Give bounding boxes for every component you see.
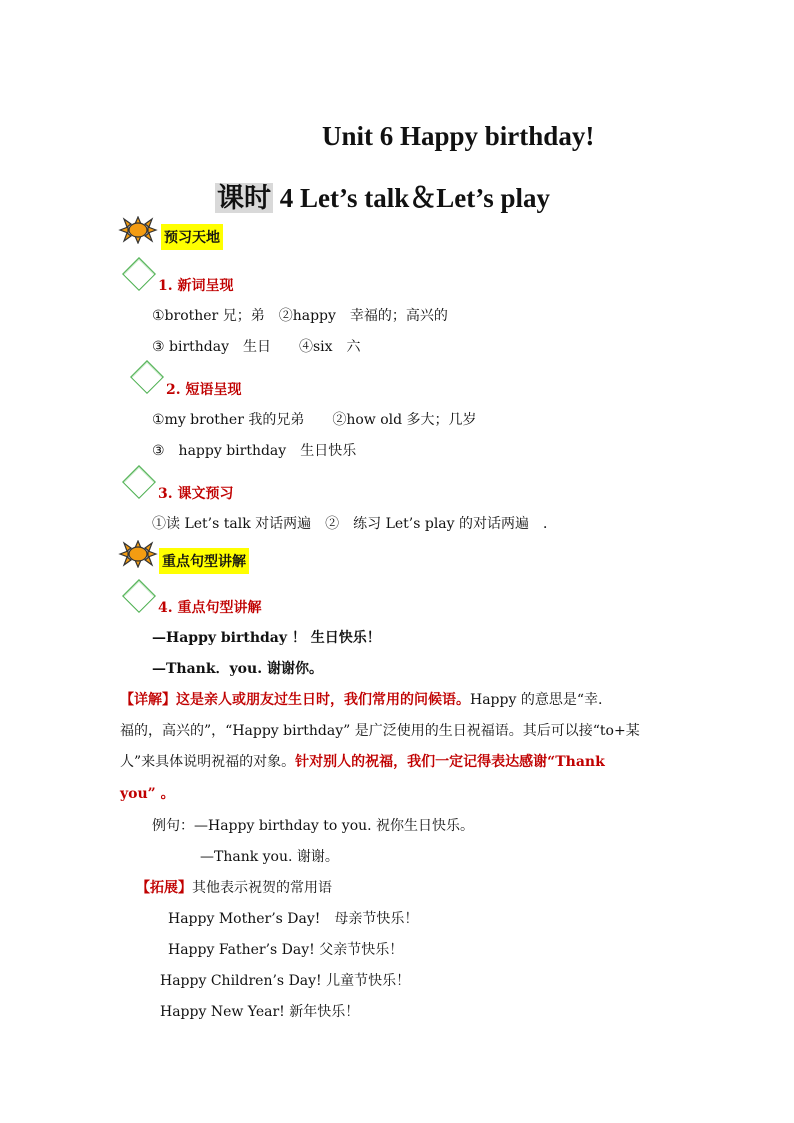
dialog-line-2: —Thank．you. 谢谢你。 <box>152 661 323 677</box>
section-1-title: 1. 新词呈现 <box>158 278 234 294</box>
sun-icon <box>118 216 158 248</box>
section-2-line-1: ①my brother 我的兄弟 ②how old 多大；几岁 <box>152 412 477 428</box>
explain-tag: 【详解】 <box>120 692 176 708</box>
diamond-icon <box>122 257 156 291</box>
diamond-icon <box>122 465 156 499</box>
explain-red-text: 针对别人的祝福，我们一定记得表达感谢“Thank <box>295 754 605 770</box>
explain-red-text: 这是亲人或朋友过生日时，我们常用的问候语。 <box>176 692 470 708</box>
section-3-title: 3. 课文预习 <box>158 486 234 502</box>
explain-text: 人”来具体说明祝福的对象。 <box>120 754 296 770</box>
key-sentences-banner: 重点句型讲解 <box>159 548 249 574</box>
explain-text: Happy 的意思是“幸. <box>470 692 603 708</box>
explain-line-1 <box>120 689 680 709</box>
extend-item: Happy Mother’s Day! 母亲节快乐！ <box>168 911 419 927</box>
extend-tag: 【拓展】 <box>136 880 192 896</box>
preview-banner: 预习天地 <box>161 224 223 250</box>
explain-line-4: you” 。 <box>120 786 175 802</box>
section-2-line-2: ③ happy birthday 生日快乐 <box>152 443 357 459</box>
extend-item: Happy Children’s Day! 儿童节快乐！ <box>160 973 411 989</box>
example-line-2: —Thank you. 谢谢。 <box>200 849 339 865</box>
extend-heading <box>136 877 332 897</box>
page-title: Unit 6 Happy birthday! <box>322 121 595 151</box>
lesson-name: 4 Let’s talk＆Let’s play <box>273 183 550 213</box>
dialog-line-1: —Happy birthday ！ 生日快乐！ <box>152 630 381 646</box>
sun-icon <box>118 540 158 572</box>
section-2-title: 2. 短语呈现 <box>166 382 242 398</box>
diamond-icon <box>122 579 156 613</box>
explain-line-3 <box>120 751 680 771</box>
section-1-line-2: ③ birthday 生日 ④six 六 <box>152 339 361 355</box>
lesson-label: 课时 <box>217 183 271 213</box>
example-line-1: 例句：—Happy birthday to you. 祝你生日快乐。 <box>152 818 475 834</box>
lesson-title <box>215 176 550 215</box>
diamond-icon <box>130 360 164 394</box>
extend-title: 其他表示祝贺的常用语 <box>192 880 332 896</box>
section-1-line-1: ①brother 兄；弟 ②happy 幸福的；高兴的 <box>152 308 448 324</box>
explain-line-2: 福的，高兴的”，“Happy birthday” 是广泛使用的生日祝福语。其后可以接“to+某 <box>120 723 640 739</box>
section-3-line-1: ①读 Let’s talk 对话两遍 ② 练习 Let’s play 的对话两遍 ． <box>152 516 558 532</box>
extend-item: Happy New Year! 新年快乐！ <box>160 1004 360 1020</box>
section-4-title: 4. 重点句型讲解 <box>158 600 262 616</box>
extend-item: Happy Father’s Day! 父亲节快乐！ <box>168 942 404 958</box>
